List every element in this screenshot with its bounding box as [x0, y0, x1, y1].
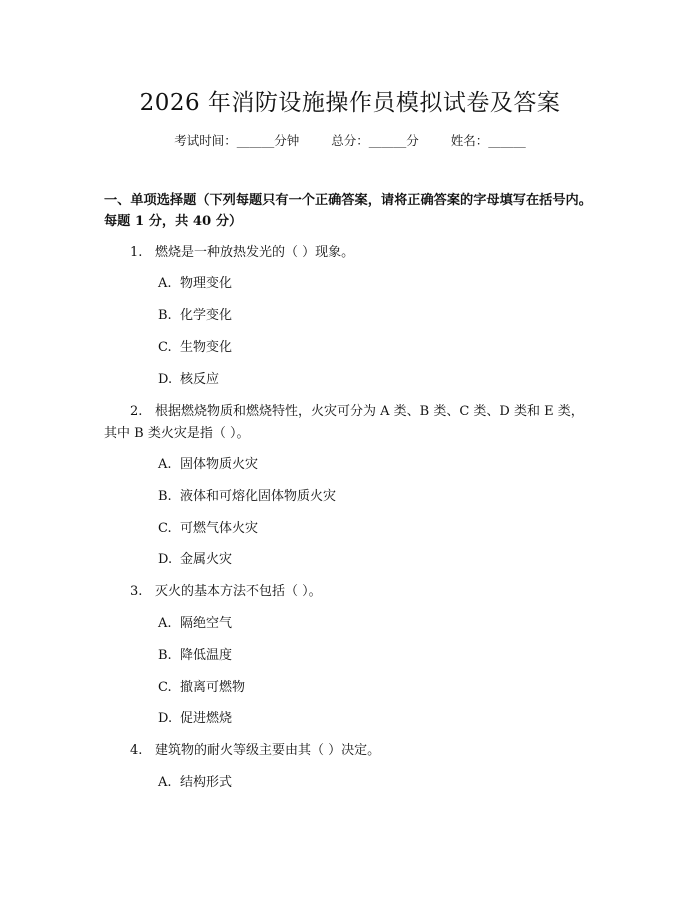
- option-letter: A.: [158, 457, 172, 472]
- option-text: 固体物质火灾: [180, 457, 259, 472]
- option-1a: [158, 273, 232, 295]
- question-1: [104, 242, 598, 264]
- option-1b: [158, 305, 232, 327]
- section-heading: 一、单项选择题（下列每题只有一个正确答案，请将正确答案的字母填写在括号内。每题 1 分，共 40 分）: [104, 193, 592, 229]
- option-letter: B.: [158, 489, 172, 504]
- option-text: 降低温度: [180, 648, 233, 663]
- question-2: [104, 401, 598, 423]
- question-text-continued: 其中 B 类火灾是指（ ）。: [104, 426, 250, 441]
- option-text: 化学变化: [180, 308, 233, 323]
- option-1c: [158, 337, 232, 359]
- option-letter: D.: [158, 711, 173, 726]
- option-letter: D.: [158, 552, 173, 567]
- option-letter: A.: [158, 775, 172, 790]
- question-2-continued: [104, 423, 598, 445]
- question-text: 建筑物的耐火等级主要由其（ ）决定。: [155, 743, 381, 758]
- option-3b: [158, 645, 232, 667]
- page-title: 2026 年消防设施操作员模拟试卷及答案: [139, 90, 561, 116]
- option-2b: [158, 486, 336, 508]
- question-text: 根据燃烧物质和燃烧特性，火灾可分为 A 类、B 类、C 类、D 类和 E 类，: [155, 404, 584, 419]
- question-3: [104, 581, 598, 603]
- question-number: 1.: [130, 245, 143, 260]
- option-letter: C.: [158, 680, 172, 695]
- option-text: 生物变化: [180, 340, 233, 355]
- option-letter: C.: [158, 521, 172, 536]
- option-3a: [158, 613, 232, 635]
- question-text: 灭火的基本方法不包括（ ）。: [155, 584, 322, 599]
- name-field: 姓名：______: [450, 133, 526, 148]
- option-4a: [158, 772, 232, 794]
- option-text: 撤离可燃物: [180, 680, 246, 695]
- question-number: 3.: [130, 584, 143, 599]
- option-letter: B.: [158, 648, 172, 663]
- option-text: 核反应: [180, 372, 220, 387]
- option-2a: [158, 454, 258, 476]
- option-letter: A.: [158, 276, 172, 291]
- option-3d: [158, 708, 232, 730]
- option-2c: [158, 518, 258, 540]
- option-2d: [158, 549, 232, 571]
- exam-time-field: 考试时间：______分钟: [174, 133, 300, 148]
- option-letter: C.: [158, 340, 172, 355]
- option-text: 物理变化: [180, 276, 233, 291]
- question-number: 2.: [130, 404, 143, 419]
- total-score-field: 总分：______分: [331, 133, 419, 148]
- option-3c: [158, 677, 245, 699]
- option-text: 隔绝空气: [180, 616, 233, 631]
- option-letter: D.: [158, 372, 173, 387]
- question-number: 4.: [130, 743, 143, 758]
- question-4: [104, 740, 598, 762]
- option-text: 液体和可熔化固体物质火灾: [180, 489, 337, 504]
- option-letter: B.: [158, 308, 172, 323]
- option-text: 结构形式: [180, 775, 233, 790]
- option-1d: [158, 369, 219, 391]
- question-text: 燃烧是一种放热发光的（ ）现象。: [155, 245, 355, 260]
- exam-meta: [0, 131, 700, 149]
- option-letter: A.: [158, 616, 172, 631]
- option-text: 金属火灾: [180, 552, 233, 567]
- option-text: 可燃气体火灾: [180, 521, 259, 536]
- option-text: 促进燃烧: [180, 711, 233, 726]
